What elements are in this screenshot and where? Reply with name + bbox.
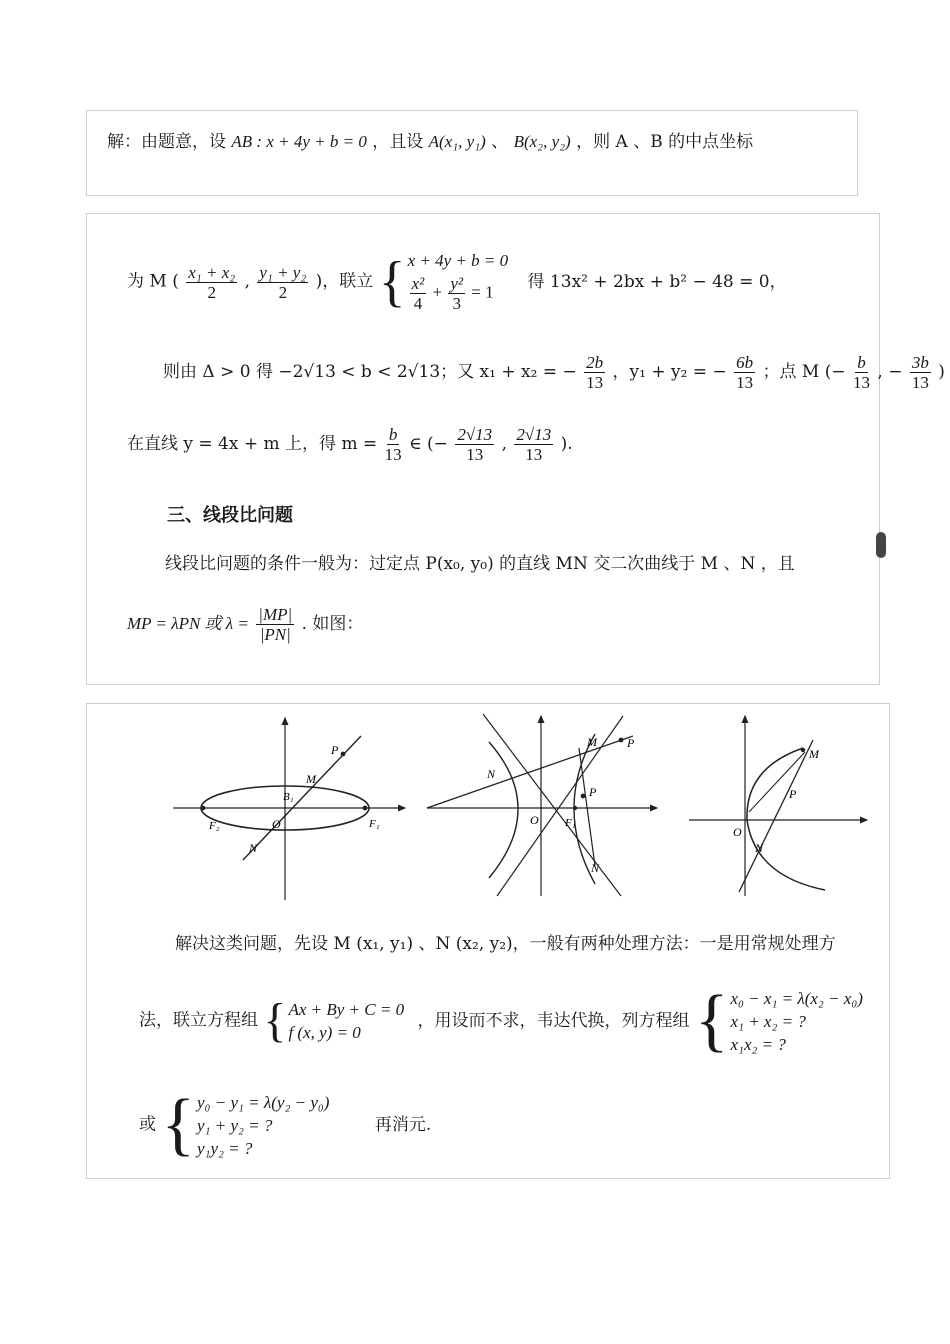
label-b1: B₁: [283, 791, 294, 803]
point-f2: [201, 806, 206, 811]
section-heading: 三、线段比问题: [167, 505, 293, 526]
ratio-definition-line: MP = λPN 或 λ = $\frac{|MP|}{|PN|}$ . 如图：: [127, 605, 364, 644]
scroll-handle[interactable]: [876, 532, 886, 558]
figure-hyperbola: [423, 712, 663, 898]
label-m: M: [809, 747, 819, 761]
figure-ellipse: [173, 714, 413, 914]
label-o: O: [272, 817, 281, 831]
equation-system-1: { x + 4y + b = 0 $\frac{\text{x²}}{4}$ + $\frac{\text{y²}}{3}$ = 1: [378, 251, 509, 313]
point-p-mid: [581, 794, 586, 799]
secant-line: [427, 736, 633, 808]
label-f1: F₁: [369, 818, 380, 830]
equation-system-4: { y₀ − y₁ = λ(y₂ − y₀) y₁ + y₂ = ? y₁y₂ = ?: [161, 1086, 330, 1163]
midpoint-line: 为 M ( $\frac{\text{x₁ + x₂}}{2}$ , $\frac{\text{y₁ + y₂}}{2}$ )，联立 { x + 4y + b = 0 $\frac{\text{x²}}{4}$ + $\frac{\text{y²}}{3}$ = 1 得 13x² + 2bx + b² − 48 = 0，: [127, 251, 787, 313]
label-n-left: N: [487, 767, 496, 781]
label-f2: F₂: [209, 820, 220, 832]
label-p: P: [789, 787, 797, 801]
label-p: P: [331, 743, 339, 757]
point-f1: [573, 806, 577, 810]
secant-line-2: [579, 748, 595, 866]
method-intro-line: 解决这类问题，先设 M (x₁, y₁) 、N (x₂, y₂)，一般有两种处理方法：一是用常规处理方: [175, 934, 836, 954]
label-f1: F₁: [565, 817, 576, 829]
segment-ratio-paragraph: 线段比问题的条件一般为：过定点 P(x₀, y₀) 的直线 MN 交二次曲线于 M 、N ，且: [165, 554, 795, 574]
point-p: [341, 752, 346, 757]
solution-line-1: 解：由题意，设 AB : x + 4y + b = 0 ，且设 A(x₁, y₁) 、 B(x₂, y₂) ，则 A 、B 的中点坐标: [107, 132, 754, 152]
parabola-curve: [747, 748, 825, 890]
label-n: N: [249, 841, 258, 855]
figure-parabola: [685, 712, 875, 898]
alternative-system-line: 或 { y₀ − y₁ = λ(y₂ − y₀) y₁ + y₂ = ? y₁y₂ = ? 再消元.: [139, 1086, 432, 1163]
method-system-line: 法，联立方程组 { Ax + By + C = 0 f (x, y) = 0 ，用设而不求，韦达代换，列方程组 { x₀ − x₁ = λ(x₂ − x₀) x₁ + x₂ = ? x₁x₂ = ?: [139, 982, 863, 1059]
asymptote-1: [483, 714, 621, 896]
label-n-right: N: [591, 861, 600, 875]
panel-middle: [86, 213, 945, 685]
discriminant-line: 则由 Δ > 0 得 −2√13 < b < 2√13；又 x₁ + x₂ = − $\frac{2b}{13}$ ，y₁ + y₂ = − $\frac{6b}{13}$ ；点 M (− $\frac{b}{13}$ , − $\frac{3b}{13}$ ): [163, 353, 945, 392]
equation-system-2: { Ax + By + C = 0 f (x, y) = 0: [263, 994, 405, 1047]
point-p-top: [619, 738, 624, 743]
label-p-mid: P: [589, 785, 597, 799]
label-m: M: [587, 735, 597, 749]
equation-system-3: { x₀ − x₁ = λ(x₂ − x₀) x₁ + x₂ = ? x₁x₂ = ?: [694, 982, 863, 1059]
label-n: N: [755, 841, 764, 855]
label-p-top: P: [627, 736, 635, 750]
panel-bottom: [86, 703, 890, 1179]
hyperbola-left-branch: [489, 742, 518, 878]
point-m: [801, 748, 805, 752]
asymptote-2: [497, 716, 623, 896]
label-o: O: [733, 825, 742, 839]
panel-top: [86, 110, 858, 196]
m-range-line: 在直线 y = 4x + m 上，得 m = $\frac{b}{13}$ ∈ (− $\frac{2√13}{13}$ , $\frac{2√13}{13}$ ).: [127, 425, 573, 464]
label-m: M: [306, 772, 316, 786]
point-f1: [363, 806, 368, 811]
label-o: O: [530, 813, 539, 827]
